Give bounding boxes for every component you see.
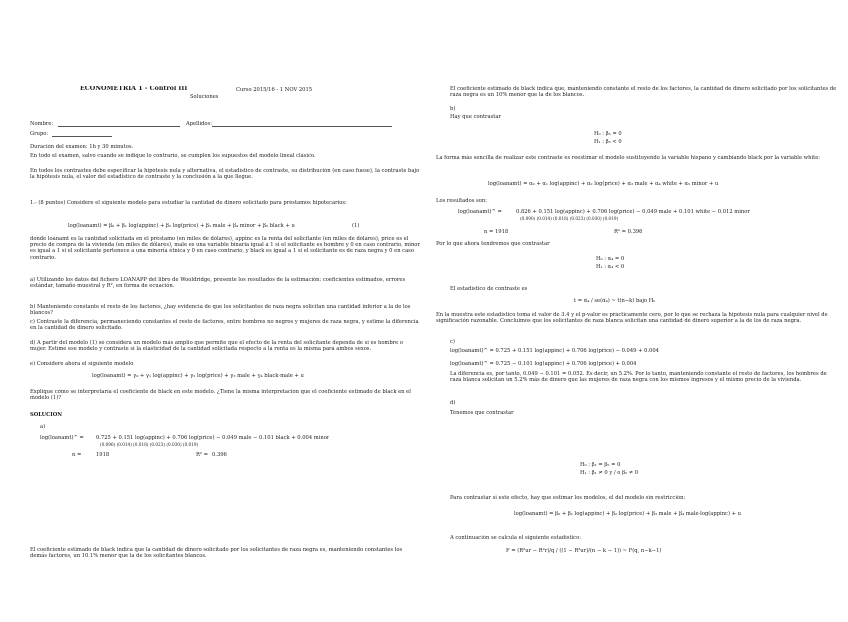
part-d-h1: H₁ : β₁ ≠ 0 y / o β₅ ≠ 0	[580, 470, 639, 476]
q1-model2-equation: log(loanamt) = γ₀ + γ₁ log(appinc) + γ₂ log(price) + γ₃ male + γ₄ black·male + u	[92, 373, 304, 379]
q1-closing: Explique cómo se interpretaría el coeficiente de black en este modelo. ¿Tiene la misma interpretación que el coeficiente estimado de black en el modelo (1)?	[30, 389, 411, 402]
solution-eq-lhs: log(loanamt)^ =	[40, 435, 84, 441]
part-d-model-ur: log(loanamt) = β₀ + β₁ log(appinc) + β₂ log(price) + β₃ male + β₄ male·log(appinc) + u	[514, 511, 741, 517]
contrast-h0: H₀ : α₄ = 0	[596, 256, 625, 262]
statistic-conclusion: En la muestra este estadístico toma el valor de 3.4 y el p-valor es prácticamente cero, por lo que se rechaza la hipótesis nula para cualquier nivel de significación razonable. Concluimos que los solicitantes de raza blanca solicitan una cantidad de dinero superior a la de los de raza negra.	[436, 312, 828, 325]
exam-date: Curso 2015/16 - 1 NOV 2015	[236, 87, 313, 93]
assumptions-text: En todo el examen, salvo cuando se indique lo contrario, se cumplen los supuestos del modelo lineal clásico.	[30, 153, 316, 159]
contrast-h1: H₁ : α₄ < 0	[596, 264, 625, 270]
statistic-intro: El estadístico de contraste es	[450, 286, 528, 292]
eq2-lhs: log(loanamt)^ =	[458, 209, 502, 215]
solution-n-label: n =	[72, 452, 82, 458]
part-c-label: c)	[450, 339, 455, 345]
q1-part-a: a) Utilizando los datos del fichero LOANAPP del libro de Wooldridge, presente los resultados de la estimación: coeficientes estimados, errores estándar, tamaño muestral y R², en forma de ecuación.	[30, 277, 406, 290]
surname-label: Apellidos:	[186, 121, 212, 127]
solution-interpretation: El coeficiente estimado de black indica que la cantidad de dinero solicitado por los solicitantes de raza negra es, manteniendo constantes los demás factores, un 10.1% menor que la de los solicitantes blancos.	[30, 547, 403, 560]
name-line	[58, 126, 180, 127]
q1-part-e: e) Considere ahora el siguiente modelo	[30, 361, 134, 367]
solution-eq-se: (0.096) (0.014) (0.018) (0.023) (0.030) (0.019)	[100, 442, 199, 447]
eq2-r2: R² = 0.396	[614, 229, 643, 235]
solution-eq-terms: 0.725 + 0.151 log(appinc) + 0.706 log(price) − 0.049 male − 0.101 black + 0.004 minor	[96, 435, 330, 441]
part-b-label: b)	[450, 106, 456, 112]
results-label: Los resultados son:	[436, 198, 487, 204]
q1-heading: 1.- (8 puntos) Considere el siguiente modelo para estudiar la cantidad de dinero solicitado para préstamos hipotecarios:	[30, 200, 347, 206]
q1-part-c: c) Contraste la diferencia, permaneciendo constantes el resto de factores, entre hombres no negros y mujeres de raza negra, y estime la diferencia en la cantidad de dinero solicitado.	[30, 319, 419, 332]
model-white-equation: log(loanamt) = α₀ + α₁ log(appinc) + α₂ log(price) + α₃ male + α₄ white + α₅ minor + u	[488, 181, 719, 187]
right-mid-text: La forma más sencilla de realizar este contraste es reestimar el modelo sustituyendo la variable hispano y cambiando black por la variable white:	[436, 155, 821, 161]
q1-model-equation: log(loanamt) = β₀ + β₁ log(appinc) + β₂ log(price) + β₃ male + β₄ minor + β₅ black + u	[68, 223, 295, 229]
group-label: Grupo:	[30, 131, 49, 137]
exam-title: ECONOMETRÍA 1 - Control III	[80, 86, 188, 92]
group-line	[52, 136, 112, 137]
part-b-intro: Hay que contrastar	[450, 114, 501, 120]
q1-part-b: b) Manteniendo constante el resto de los factores, ¿hay evidencia de que los solicitantes de raza negra solicitan una cantidad inferior a la de los blancos?	[30, 304, 411, 317]
duration-text: Duración del examen: 1h y 30 minutos.	[30, 144, 134, 150]
q1-description: donde loanamt es la cantidad solicitada en el préstamo (en miles de dólares), appinc es la renta del solicitante (en miles de dólares), price es el precio de compra de la vivienda (en miles de dólares), male es una variable binaria igual a 1 si el solicitante es hombre y 0 en caso contrario, minor es igual a 1 si el solicitante pertenece a una minoría étnica y 0 en caso contrario, y black es igual a 1 si el solicitante es de raza negra y 0 en caso contrario.	[30, 236, 420, 261]
q1-model-number: (1)	[352, 223, 360, 229]
eq2-n: n = 1918	[484, 229, 509, 235]
part-d-closing: A continuación se calcula el siguiente estadístico:	[450, 535, 581, 541]
surname-line	[212, 126, 392, 127]
q1-part-d: d) A partir del modelo (1) se considera un modelo más amplio que permite que el efecto de la renta del solicitante dependa de si es hombre o mujer. Estime ese modelo y contraste si la elasticidad de la cantidad solicitada respecto a la renta es la misma para ambos sexos.	[30, 340, 403, 353]
solution-part-a-label: a)	[40, 424, 46, 430]
contrast-intro: Por lo que ahora tendremos que contrastar	[436, 241, 550, 247]
contrast-instructions: En todos los contrastes debe especificar la hipótesis nula y alternativa, el estadístico de contraste, su distribución (en caso fuese), la contraste bajo la hipótesis nula, el valor del estadístico de contraste y la conclusión a la que llegue.	[30, 168, 420, 181]
right-page	[424, 0, 848, 622]
solution-r2-label: R² =	[196, 452, 208, 458]
part-d-intro: Tenemos que contrastar	[450, 410, 514, 416]
part-d-label: d)	[450, 400, 456, 406]
part-c-text: La diferencia es, por tanto, 0.049 − 0.101 = 0.052. Es decir, un 5.2%. Por lo tanto, manteniendo constante el resto de factores, los hombres de raza blanca solicitan un 5.2% más de dinero que las mujeres de raza negra con los mismos ingresos y el mismo precio de la vivienda.	[450, 371, 827, 384]
part-c-eq-female: log(loanamt)^ = 0.725 − 0.101 log(appinc) + 0.706 log(price) + 0.004	[450, 361, 637, 367]
eq2-terms: 0.826 + 0.151 log(appinc) + 0.706 log(price) − 0.049 male + 0.101 white − 0.012 minor	[516, 209, 750, 215]
part-d-text: Para contrastar si este efecto, hay que estimar los modelos, el del modelo sin restricción:	[450, 495, 686, 501]
solution-r2-value: 0.396	[212, 452, 227, 458]
solution-n-value: 1918	[96, 452, 110, 458]
solution-heading: SOLUCIÓN	[30, 412, 62, 418]
part-b-h1: H₁ : β₅ < 0	[594, 139, 622, 145]
part-b-h0: H₀ : β₅ = 0	[594, 131, 622, 137]
part-d-final-statistic: F = (R²ur − R²r)/q / ((1 − R²ur)/(n − k − 1)) ~ F(q, n−k−1)	[506, 548, 662, 554]
name-label: Nombre:	[30, 121, 54, 127]
part-d-h0: H₀ : β₁ = β₅ = 0	[580, 462, 621, 468]
eq2-se: (0.090) (0.014) (0.018) (0.023) (0.030) (0.019)	[520, 216, 619, 221]
part-c-eq-male: log(loanamt)^ = 0.725 + 0.151 log(appinc) + 0.706 log(price) − 0.049 + 0.004	[450, 348, 659, 354]
exam-subtitle: Soluciones	[190, 94, 219, 100]
right-intro-text: El coeficiente estimado de black indica que, manteniendo constante el resto de los factores, la cantidad de dinero solicitado por los solicitantes de raza negra es un 10% menor que la de los blancos.	[450, 86, 837, 99]
statistic-formula: t = α̂₄ / se(α̂₄) ~ t(n−k) bajo H₀	[574, 298, 656, 304]
